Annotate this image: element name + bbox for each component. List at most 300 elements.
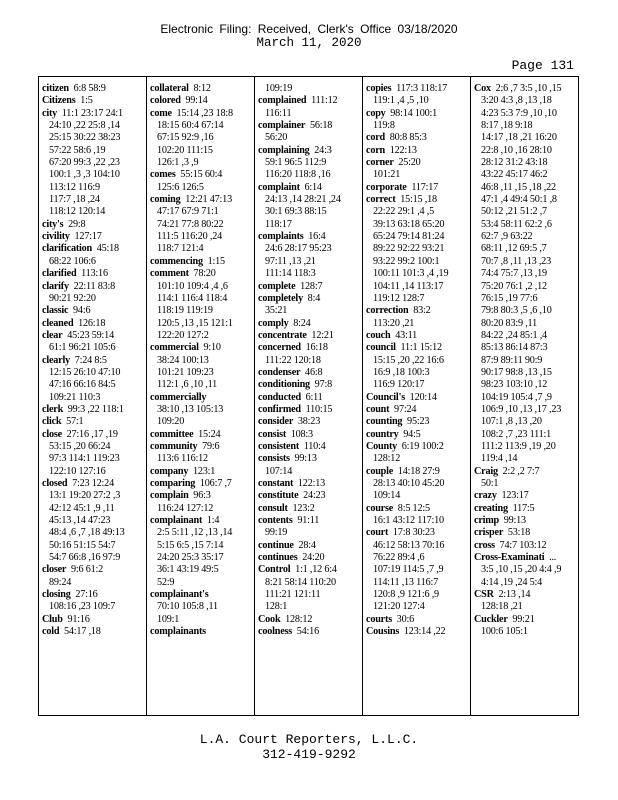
index-word: country [366, 428, 399, 440]
index-references: 93:22 99:2 100:1 [373, 255, 440, 267]
index-references: 102:20 111:15 [157, 144, 213, 156]
index-references: 79:6 [202, 440, 220, 452]
index-word: corn [366, 144, 386, 156]
index-word: cold [42, 626, 60, 638]
index-word: corner [366, 157, 394, 169]
index-references: 30:6 [396, 613, 414, 625]
index-references: 101:21 109:23 [157, 366, 214, 378]
index-entry [258, 182, 359, 194]
index-references: 48:4 ,6 ,7 ,18 49:13 [49, 527, 125, 539]
index-references: 70:10 105:8 ,11 [157, 601, 218, 613]
index-continuation [42, 441, 143, 453]
index-references: 122:10 127:16 [49, 465, 106, 477]
index-continuation [474, 293, 575, 305]
index-references: 12:15 26:10 47:10 [49, 366, 121, 378]
index-references: 97:8 [314, 379, 332, 391]
index-references: 89:22 92:22 93:21 [373, 243, 445, 255]
index-references: 99:21 [512, 613, 535, 625]
index-word: Club [42, 613, 63, 625]
index-references: 59:1 96:5 112:9 [265, 157, 327, 169]
index-continuation [42, 206, 143, 218]
index-word: comment [150, 268, 189, 280]
index-continuation [258, 527, 359, 539]
index-continuation [474, 416, 575, 428]
index-entry [258, 330, 359, 342]
index-references: 67:15 92:9 ,16 [157, 132, 214, 144]
index-references: 128:18 ,21 [481, 601, 523, 613]
index-references: 38:24 100:13 [157, 354, 209, 366]
index-entry [258, 503, 359, 515]
index-continuation [42, 342, 143, 354]
index-word: colored [150, 95, 181, 107]
index-word: Cross-Examinati [474, 552, 545, 564]
index-continuation [474, 206, 575, 218]
index-references: 113:20 ,21 [373, 317, 415, 329]
index-continuation [366, 478, 467, 490]
index-entry [366, 194, 467, 206]
index-continuation [474, 478, 575, 490]
index-entry [366, 429, 467, 441]
index-continuation [366, 564, 467, 576]
index-references: 120:14 [409, 391, 437, 403]
index-continuation [42, 120, 143, 132]
index-continuation [474, 95, 575, 107]
index-references: 121:20 127:4 [373, 601, 425, 613]
index-word: consists [258, 453, 290, 465]
index-continuation [42, 293, 143, 305]
index-continuation [150, 120, 251, 132]
index-references: 16:9 ,18 100:3 [373, 366, 430, 378]
index-continuation [42, 601, 143, 613]
index-references: 107:19 114:5 ,7 ,9 [373, 564, 444, 576]
index-references: 8:12 [193, 83, 211, 94]
index-word: Cousins [366, 626, 400, 638]
index-references: 111:2 113:9 ,19 ,20 [481, 440, 556, 452]
index-entry [42, 83, 143, 95]
index-continuation [42, 515, 143, 527]
index-references: 106:7 ,7 [199, 478, 232, 489]
index-word: County [366, 440, 398, 452]
index-continuation [42, 145, 143, 157]
index-references: 89:24 [49, 576, 72, 588]
index-word: closing [42, 589, 71, 601]
index-entry [366, 342, 467, 354]
index-entry [366, 404, 467, 416]
index-entry [258, 416, 359, 428]
index-word: Craig [474, 465, 498, 477]
index-entry [150, 342, 251, 354]
index-continuation [474, 145, 575, 157]
index-word: comes [150, 169, 176, 181]
index-references: 16:1 43:12 117:10 [373, 515, 444, 527]
index-references: 99:13 [294, 453, 317, 465]
index-entry [258, 552, 359, 564]
index-references: 57:1 [66, 416, 84, 428]
index-word: complete [258, 280, 296, 292]
index-references: 108:16 ,23 109:7 [49, 601, 116, 613]
index-references: 54:7 66:8 ,16 97:9 [49, 552, 121, 564]
index-word: correct [366, 194, 396, 206]
index-references: 8:17 ,18 9:18 [481, 120, 533, 132]
index-continuation [150, 540, 251, 552]
index-references: 123:1 [192, 465, 216, 477]
index-word: city's [42, 218, 64, 230]
index-continuation [42, 157, 143, 169]
index-continuation [150, 293, 251, 305]
index-entry [366, 108, 467, 120]
index-word: civility [42, 231, 70, 243]
index-entry [366, 157, 467, 169]
index-word: complaining [258, 144, 310, 156]
index-continuation [258, 305, 359, 317]
index-continuation [474, 429, 575, 441]
index-continuation [366, 219, 467, 231]
index-references: 57:22 58:6 ,19 [49, 144, 106, 156]
index-word: Cook [258, 613, 281, 625]
index-entry [150, 441, 251, 453]
index-entry [258, 404, 359, 416]
index-references: 117:17 [411, 181, 439, 193]
index-word: crisper [474, 527, 504, 539]
index-continuation [366, 355, 467, 367]
index-references: 87:9 89:11 90:9 [481, 354, 543, 366]
index-references: 45:18 [96, 243, 119, 255]
index-references: 123:17 [501, 490, 529, 502]
index-references: 5:15 6:5 ,15 7:14 [157, 539, 224, 551]
index-continuation [150, 355, 251, 367]
index-references: 101:21 [373, 169, 401, 181]
index-references: 24:13 ,14 28:21 ,24 [265, 194, 341, 206]
index-word: confirmed [258, 403, 301, 415]
index-continuation [474, 281, 575, 293]
index-references: 53:4 58:11 62:2 ,6 [481, 218, 552, 230]
index-entry [366, 83, 467, 95]
index-references: 6:14 [304, 181, 322, 193]
index-entry [258, 564, 359, 576]
index-continuation [150, 416, 251, 428]
index-word: constant [258, 478, 294, 489]
index-references: 100:11 101:3 ,4 ,19 [373, 268, 449, 280]
index-continuation [474, 305, 575, 317]
index-references: 15:15 ,18 [400, 194, 437, 206]
index-continuation [150, 318, 251, 330]
index-references: 2:6 ,7 3:5 ,10 ,15 [495, 83, 562, 94]
page-number: Page 131 [511, 58, 574, 73]
index-word: CSR [474, 589, 494, 601]
index-continuation [150, 182, 251, 194]
index-references: 24:20 25:3 35:17 [157, 552, 224, 564]
index-references: 108:2 ,7 ,23 111:1 [481, 428, 552, 440]
index-entry [366, 626, 467, 638]
index-references: 122:20 127:2 [157, 329, 209, 341]
index-continuation [474, 577, 575, 589]
index-references: 75:20 76:1 ,2 ,12 [481, 280, 547, 292]
index-word: closer [42, 564, 67, 576]
index-entry [258, 293, 359, 305]
index-continuation [150, 564, 251, 576]
index-entry [258, 429, 359, 441]
index-references: 29:8 [68, 218, 86, 230]
index-word: coming [150, 194, 181, 206]
index-word: Cuckler [474, 613, 508, 625]
index-references: 114:11 ,13 116:7 [373, 576, 438, 588]
index-word: contents [258, 515, 293, 527]
index-continuation [150, 330, 251, 342]
index-entry [366, 305, 467, 317]
index-references: 52:9 [157, 576, 175, 588]
index-entry [150, 95, 251, 107]
index-continuation [366, 243, 467, 255]
index-word: corporate [366, 181, 407, 193]
index-references: 113:16 [81, 268, 108, 280]
index-word: complain [150, 490, 189, 502]
index-continuation [474, 367, 575, 379]
index-references: 107:14 [265, 465, 293, 477]
index-references: ... [549, 552, 557, 564]
index-references: 70:7 ,8 ,11 ,13 ,23 [481, 255, 551, 267]
index-references: 53:15 ,20 66:24 [49, 440, 111, 452]
index-entry [366, 614, 467, 626]
index-continuation [474, 157, 575, 169]
index-entry [258, 145, 359, 157]
index-continuation [150, 305, 251, 317]
index-references: 11:1 23:17 24:1 [61, 107, 123, 119]
index-references: 22:22 29:1 ,4 ,5 [373, 206, 435, 218]
index-references: 28:13 40:10 45:20 [373, 478, 445, 489]
index-word: city [42, 107, 58, 119]
index-references: 112:1 ,6 ,10 ,11 [157, 379, 217, 391]
index-references: 24:10 ,22 25:8 ,14 [49, 120, 120, 132]
index-continuation [258, 219, 359, 231]
index-word: condenser [258, 366, 301, 378]
index-continuation [258, 577, 359, 589]
index-word: creating [474, 502, 508, 514]
index-entry [366, 330, 467, 342]
index-entry [366, 145, 467, 157]
index-continuation [42, 256, 143, 268]
index-references: 99:13 [503, 515, 526, 527]
index-continuation [42, 577, 143, 589]
index-references: 114:1 116:4 118:4 [157, 292, 228, 304]
index-references: 116:24 127:12 [157, 502, 214, 514]
index-entry [474, 527, 575, 539]
index-entry [42, 318, 143, 330]
index-entry [258, 540, 359, 552]
index-references: 15:24 [198, 428, 221, 440]
index-word: counting [366, 416, 403, 428]
index-word: court [366, 527, 389, 539]
index-references: 28:12 31:2 43:18 [481, 157, 548, 169]
index-references: 6:11 [305, 391, 323, 403]
index-continuation [474, 379, 575, 391]
index-entry [150, 490, 251, 502]
index-continuation [474, 318, 575, 330]
index-continuation [42, 527, 143, 539]
index-references: 99:3 ,22 118:1 [67, 403, 124, 415]
index-word: clarify [42, 280, 69, 292]
index-continuation [366, 379, 467, 391]
index-continuation [150, 379, 251, 391]
index-references: 118:7 121:4 [157, 243, 204, 255]
index-word: conditioning [258, 379, 310, 391]
index-continuation [474, 219, 575, 231]
index-references: 43:22 45:17 46:2 [481, 169, 548, 181]
index-entry [366, 503, 467, 515]
index-entry [42, 564, 143, 576]
index-word: commercial [150, 342, 199, 354]
index-references: 53:18 [507, 527, 531, 539]
index-references: 50:12 ,21 51:2 ,7 [481, 206, 547, 218]
index-references: 97:3 114:1 119:23 [49, 453, 120, 465]
index-word: complaints [258, 231, 304, 243]
index-references: 39:13 63:18 65:20 [373, 218, 445, 230]
index-references: 109:19 [265, 83, 293, 94]
index-references: 55:15 60:4 [180, 169, 223, 181]
index-references: 7:24 8:5 [74, 354, 107, 366]
index-continuation [258, 108, 359, 120]
index-references: 111:14 118:3 [265, 268, 316, 280]
index-references: 117:7 ,18 ,24 [49, 194, 100, 206]
index-continuation [366, 490, 467, 502]
index-entry [258, 95, 359, 107]
index-references: 17:8 30:23 [392, 527, 435, 539]
index-entry [474, 490, 575, 502]
index-word: complainants [150, 626, 206, 638]
index-continuation [366, 231, 467, 243]
index-references: 94:6 [73, 305, 91, 317]
index-entry [150, 169, 251, 181]
index-references: 120:5 ,13 ,15 121:1 [157, 317, 233, 329]
index-word: company [150, 465, 189, 477]
index-continuation [150, 281, 251, 293]
index-entry [42, 355, 143, 367]
index-references: 117:3 118:17 [396, 83, 448, 94]
index-references: 109:1 [157, 613, 180, 625]
index-word: continues [258, 552, 298, 564]
index-word: cord [366, 132, 386, 144]
index-word: clearly [42, 354, 71, 366]
index-column-4 [363, 77, 471, 715]
index-continuation [258, 601, 359, 613]
index-continuation [150, 157, 251, 169]
reporter-phone: 312-419-9292 [262, 747, 356, 762]
index-continuation [474, 108, 575, 120]
index-continuation [150, 503, 251, 515]
index-entry [474, 515, 575, 527]
index-column-1 [39, 77, 147, 715]
index-continuation [474, 256, 575, 268]
index-continuation [474, 120, 575, 132]
index-continuation [366, 577, 467, 589]
index-references: 128:12 [373, 453, 401, 465]
index-references: 22:11 83:8 [73, 280, 116, 292]
index-continuation [150, 219, 251, 231]
index-references: 3:5 ,10 ,15 ,20 4:4 ,9 [481, 564, 562, 576]
index-references: 109:20 [157, 416, 185, 428]
index-entry [42, 108, 143, 120]
index-references: 83:2 [413, 305, 431, 317]
index-continuation [366, 95, 467, 107]
word-index-table [38, 76, 579, 716]
index-continuation [474, 441, 575, 453]
index-references: 4:14 ,19 ,24 5:4 [481, 576, 543, 588]
index-references: 65:24 79:14 81:24 [373, 231, 445, 243]
index-entry [42, 478, 143, 490]
index-references: 95:23 [407, 416, 430, 428]
index-references: 9:6 61:2 [70, 564, 104, 576]
index-continuation [366, 206, 467, 218]
index-entry [258, 367, 359, 379]
index-continuation [474, 268, 575, 280]
index-word: collateral [150, 83, 189, 94]
index-entry [474, 552, 575, 564]
index-entry [150, 268, 251, 280]
index-word: cleaned [42, 317, 74, 329]
index-references: 47:17 67:9 71:1 [157, 206, 219, 218]
index-references: 80:8 85:3 [389, 132, 427, 144]
index-references: 14:18 27:9 [397, 465, 440, 477]
index-word: complainant [150, 515, 203, 527]
index-continuation [42, 367, 143, 379]
index-continuation [474, 564, 575, 576]
index-column-5 [471, 77, 578, 715]
index-references: 43:11 [395, 329, 418, 341]
index-continuation [366, 169, 467, 181]
index-references: 107:1 ,8 ,13 ,20 [481, 416, 542, 428]
index-references: 90:21 92:20 [49, 292, 96, 304]
index-word: consist [258, 428, 287, 440]
index-references: 79:8 80:3 ,5 ,6 ,10 [481, 305, 552, 317]
index-continuation [150, 601, 251, 613]
index-references: 14:17 ,18 ,21 16:20 [481, 132, 557, 144]
index-continuation [150, 404, 251, 416]
index-references: 119:4 ,14 [481, 453, 518, 465]
index-references: 62:7 ,9 63:22 [481, 231, 533, 243]
index-entry [42, 626, 143, 638]
index-word: council [366, 342, 396, 354]
index-continuation [150, 367, 251, 379]
index-references: 25:20 [398, 157, 421, 169]
index-references: 56:18 [309, 120, 333, 132]
index-word: comparing [150, 478, 196, 489]
index-references: 50:16 51:15 54:7 [49, 539, 116, 551]
index-references: 25:15 30:22 38:23 [49, 132, 121, 144]
index-references: 15:14 ,23 18:8 [176, 107, 233, 119]
index-entry [42, 281, 143, 293]
index-references: 78:20 [193, 268, 216, 280]
index-entry [366, 527, 467, 539]
index-word: coolness [258, 626, 293, 638]
index-references: 106:9 ,10 ,13 ,17 ,23 [481, 403, 562, 415]
index-entry [474, 614, 575, 626]
index-references: 4:23 5:3 7:9 ,10 ,10 [481, 107, 557, 119]
index-references: 2:2 ,2 7:7 [502, 465, 540, 477]
index-word: consult [258, 502, 288, 514]
index-word: count [366, 403, 390, 415]
index-continuation [42, 132, 143, 144]
index-entry [42, 589, 143, 601]
index-references: 85:13 86:14 87:3 [481, 342, 548, 354]
index-continuation [474, 355, 575, 367]
index-entry [474, 540, 575, 552]
index-word: conducted [258, 391, 301, 403]
index-references: 116:9 120:17 [373, 379, 425, 391]
index-word: courts [366, 613, 392, 625]
index-continuation [150, 527, 251, 539]
index-references: 122:13 [297, 478, 326, 489]
index-references: 97:11 ,13 ,21 [265, 255, 316, 267]
index-continuation [474, 243, 575, 255]
